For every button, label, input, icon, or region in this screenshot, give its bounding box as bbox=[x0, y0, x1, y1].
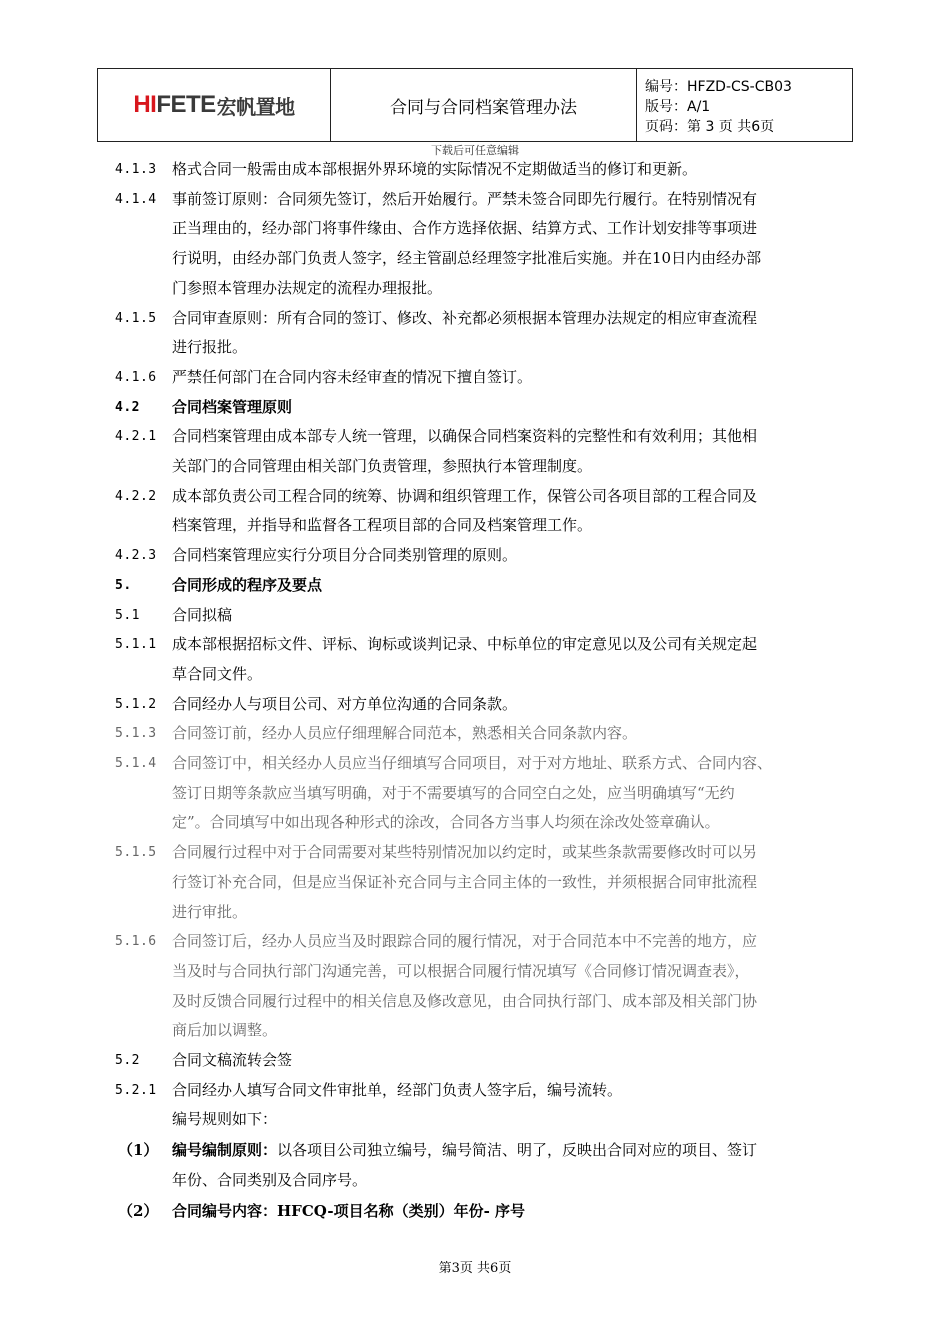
rule-label: （2） bbox=[118, 1202, 159, 1220]
clause-text: 正当理由的，经办部门将事件缘由、合作方选择依据、结算方式、工作计划安排等事项进 bbox=[172, 219, 758, 237]
document-version: 版号：A/1 bbox=[645, 99, 711, 115]
body-line bbox=[0, 1046, 950, 1075]
body-line bbox=[0, 452, 950, 481]
clause-number: 4.2.2 bbox=[115, 489, 157, 504]
clause-number: 5.1.1 bbox=[115, 637, 157, 652]
clause-text: 合同审查原则：所有合同的签订、修改、补充都必须根据本管理办法规定的相应审查流程 bbox=[172, 309, 758, 327]
body-line bbox=[0, 927, 950, 956]
numbering-rule-1-cont bbox=[0, 1166, 950, 1195]
clause-text: 合同拟稿 bbox=[172, 606, 233, 624]
document-code: 编号：HFZD-CS-CB03 bbox=[645, 79, 792, 95]
body-line bbox=[0, 185, 950, 214]
body-line bbox=[0, 749, 950, 778]
clause-text: 行签订补充合同，但是应当保证补充合同与主合同主体的一致性，并须根据合同审批流程 bbox=[172, 873, 758, 891]
document-header bbox=[97, 68, 853, 142]
document-title: 合同与合同档案管理办法 bbox=[331, 69, 637, 141]
rule-text: 以各项目公司独立编号，编号简洁、明了，反映出合同对应的项目、签订 bbox=[277, 1141, 758, 1159]
document-page-number: 页码：第 3 页 共6页 bbox=[645, 119, 775, 135]
clause-text: 合同档案管理应实行分项目分合同类别管理的原则。 bbox=[172, 546, 518, 564]
rule-heading: 编号编制原则： bbox=[172, 1141, 278, 1159]
body-line bbox=[0, 601, 950, 630]
clause-text: 合同经办人填写合同文件审批单，经部门负责人签字后，编号流转。 bbox=[172, 1081, 623, 1099]
body-line bbox=[0, 393, 950, 422]
clause-text: 严禁任何部门在合同内容未经审查的情况下擅自签订。 bbox=[172, 368, 533, 386]
clause-number: 4.1.6 bbox=[115, 370, 157, 385]
body-line bbox=[0, 482, 950, 511]
clause-number: 4.2 bbox=[115, 400, 140, 415]
clause-text: 合同文稿流转会签 bbox=[172, 1051, 293, 1069]
clause-text: 格式合同一般需由成本部根据外界环境的实际情况不定期做适当的修订和更新。 bbox=[172, 160, 698, 178]
rule-label: （1） bbox=[118, 1141, 159, 1159]
numbering-rule-1 bbox=[0, 1136, 950, 1165]
clause-text: 编号规则如下： bbox=[172, 1110, 278, 1128]
body-line bbox=[0, 422, 950, 451]
clause-text: 事前签订原则：合同须先签订，然后开始履行。严禁未签合同即先行履行。在特别情况有 bbox=[172, 190, 758, 208]
clause-text: 及时反馈合同履行过程中的相关信息及修改意见，由合同执行部门、成本部及相关部门协 bbox=[172, 992, 758, 1010]
clause-text: 成本部根据招标文件、评标、询标或谈判记录、中标单位的审定意见以及公司有关规定起 bbox=[172, 635, 758, 653]
body-line bbox=[0, 511, 950, 540]
body-line bbox=[0, 808, 950, 837]
body-line bbox=[0, 779, 950, 808]
body-line bbox=[0, 1016, 950, 1045]
clause-number: 5.1.4 bbox=[115, 756, 157, 771]
clause-text: 进行报批。 bbox=[172, 338, 248, 356]
clause-number: 5.1 bbox=[115, 608, 140, 623]
clause-text: 进行审批。 bbox=[172, 903, 248, 921]
body-line bbox=[0, 630, 950, 659]
numbering-rule-2 bbox=[0, 1197, 950, 1226]
body-line bbox=[0, 690, 950, 719]
body-line bbox=[0, 1105, 950, 1134]
clause-number: 4.1.4 bbox=[115, 192, 157, 207]
clause-number: 5.2 bbox=[115, 1053, 140, 1068]
logo-mark-dark: FETE bbox=[156, 91, 216, 118]
clause-text: 关部门的合同管理由相关部门负责管理，参照执行本管理制度。 bbox=[172, 457, 593, 475]
clause-number: 5.1.3 bbox=[115, 726, 157, 741]
clause-number: 4.2.3 bbox=[115, 548, 157, 563]
clause-number: 5.1.6 bbox=[115, 934, 157, 949]
clause-text: 商后加以调整。 bbox=[172, 1021, 278, 1039]
logo-cell bbox=[98, 69, 331, 141]
clause-text: 草合同文件。 bbox=[172, 665, 263, 683]
clause-text: 门参照本管理办法规定的流程办理报批。 bbox=[172, 279, 443, 297]
body-line bbox=[0, 244, 950, 273]
body-line bbox=[0, 719, 950, 748]
clause-text: 合同履行过程中对于合同需要对某些特别情况加以约定时，或某些条款需要修改时可以另 bbox=[172, 843, 758, 861]
clause-text: 成本部负责公司工程合同的统筹、协调和组织管理工作，保管公司各项目部的工程合同及 bbox=[172, 487, 758, 505]
clause-number: 5.2.1 bbox=[115, 1083, 157, 1098]
body-line bbox=[0, 274, 950, 303]
clause-number: 5.1.2 bbox=[115, 697, 157, 712]
company-logo bbox=[133, 91, 294, 120]
body-line bbox=[0, 304, 950, 333]
clause-text: 签订日期等条款应当填写明确，对于不需要填写的合同空白之处，应当明确填写“无约 bbox=[172, 784, 735, 802]
rule-text: 合同编号内容：HFCQ-项目名称（类别）年份- 序号 bbox=[172, 1202, 526, 1220]
clause-number: 5.1.5 bbox=[115, 845, 157, 860]
clause-text: 档案管理，并指导和监督各工程项目部的合同及档案管理工作。 bbox=[172, 516, 593, 534]
body-line bbox=[0, 838, 950, 867]
body-line bbox=[0, 363, 950, 392]
body-line bbox=[0, 155, 950, 184]
rule-text-cont: 年份、合同类别及合同序号。 bbox=[172, 1171, 368, 1189]
logo-chinese: 宏帆置地 bbox=[216, 94, 295, 119]
body-line bbox=[0, 1076, 950, 1105]
clause-text: 合同经办人与项目公司、对方单位沟通的合同条款。 bbox=[172, 695, 518, 713]
body-line bbox=[0, 660, 950, 689]
body-line bbox=[0, 333, 950, 362]
body-line bbox=[0, 868, 950, 897]
clause-text: 合同签订中，相关经办人员应当仔细填写合同项目，对于对方地址、联系方式、合同内容、 bbox=[172, 754, 773, 772]
body-line bbox=[0, 214, 950, 243]
body-line bbox=[0, 987, 950, 1016]
clause-text: 定”。合同填写中如出现各种形式的涂改，合同各方当事人均须在涂改处签章确认。 bbox=[172, 813, 720, 831]
logo-mark-red: HI bbox=[133, 91, 157, 118]
clause-text: 合同签订后，经办人员应当及时跟踪合同的履行情况，对于合同范本中不完善的地方，应 bbox=[172, 932, 758, 950]
clause-text: 合同档案管理由成本部专人统一管理，以确保合同档案资料的完整性和有效利用；其他相 bbox=[172, 427, 758, 445]
clause-number: 5. bbox=[115, 578, 132, 593]
clause-text: 行说明，由经办部门负责人签字，经主管副总经理签字批准后实施。并在10日内由经办部 bbox=[172, 249, 762, 267]
watermark-text: 下载后可任意编辑 bbox=[431, 144, 519, 157]
body-line bbox=[0, 541, 950, 570]
clause-text: 合同档案管理原则 bbox=[172, 398, 293, 416]
clause-number: 4.1.3 bbox=[115, 162, 157, 177]
body-line bbox=[0, 957, 950, 986]
clause-text: 合同形成的程序及要点 bbox=[172, 576, 323, 594]
clause-number: 4.2.1 bbox=[115, 429, 157, 444]
clause-number: 4.1.5 bbox=[115, 311, 157, 326]
document-meta bbox=[637, 69, 852, 141]
body-line bbox=[0, 898, 950, 927]
clause-text: 合同签订前，经办人员应仔细理解合同范本，熟悉相关合同条款内容。 bbox=[172, 724, 638, 742]
clause-text: 当及时与合同执行部门沟通完善，可以根据合同履行情况填写《合同修订情况调查表》， bbox=[172, 962, 750, 980]
body-line bbox=[0, 571, 950, 600]
page-footer: 第3页 共6页 bbox=[438, 1261, 512, 1276]
